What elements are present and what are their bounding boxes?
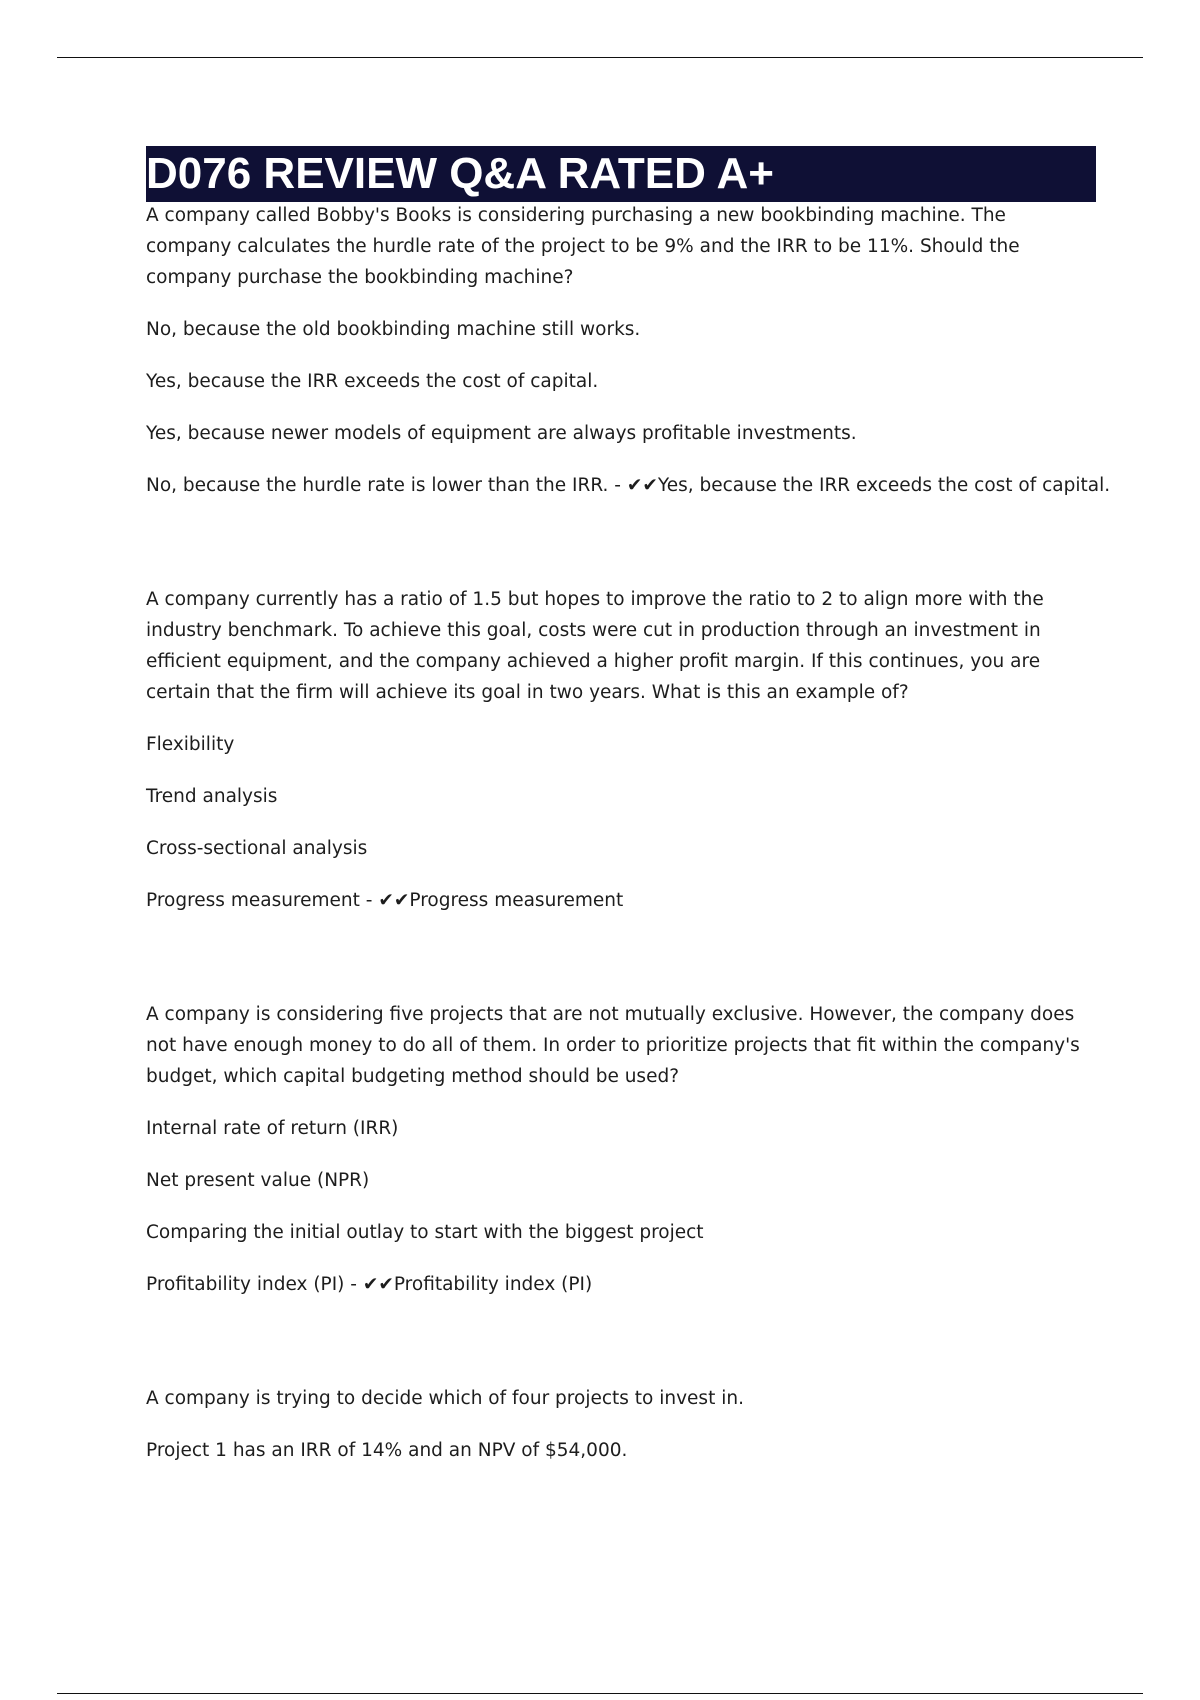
- correct-answer: Profitability index (PI): [393, 1274, 593, 1295]
- answer-option-text: Profitability index (PI) -: [146, 1274, 363, 1295]
- bottom-rule: [57, 1693, 1143, 1694]
- question-block-4: [146, 1383, 1096, 1466]
- answer-option: Yes, because the IRR exceeds the cost of capital.: [146, 371, 599, 392]
- title-banner: [146, 146, 1096, 202]
- question-prompt: A company is trying to decide which of four projects to invest in.: [146, 1388, 744, 1409]
- question-prompt: A company is considering five projects that are not mutually exclusive. However, the company does not have enough money to do all of them. In order to prioritize projects that fit within the company's budget, which capital budgeting method should be used?: [146, 1004, 1080, 1087]
- answer-option-with-key: [146, 1269, 1096, 1300]
- answer-option-with-key: [146, 470, 1111, 501]
- answer-option: Trend analysis: [146, 786, 278, 807]
- answer-option: Yes, because newer models of equipment are always profitable investments.: [146, 423, 857, 444]
- double-check-icon: ✔✔: [626, 475, 658, 496]
- question-block-2: [146, 584, 1096, 916]
- double-check-icon: ✔✔: [362, 1274, 394, 1295]
- top-rule: [57, 57, 1143, 58]
- answer-option: Cross-sectional analysis: [146, 838, 368, 859]
- document-title: D076 REVIEW Q&A RATED A+: [146, 149, 774, 198]
- answer-option: Net present value (NPR): [146, 1170, 370, 1191]
- document-body: [146, 146, 1111, 1466]
- question-block-3: [146, 999, 1096, 1300]
- correct-answer: Yes, because the IRR exceeds the cost of capital.: [657, 475, 1111, 496]
- correct-answer: Progress measurement: [409, 890, 624, 911]
- question-prompt: A company currently has a ratio of 1.5 but hopes to improve the ratio to 2 to align more with the industry benchmark. To achieve this goal, costs were cut in production through an investment in efficient equipment, and the company achieved a higher profit margin. If this continues, you are certain that the firm will achieve its goal in two years. What is this an example of?: [146, 589, 1044, 703]
- question-detail: Project 1 has an IRR of 14% and an NPV of $54,000.: [146, 1440, 628, 1461]
- double-check-icon: ✔✔: [378, 890, 410, 911]
- answer-option: Comparing the initial outlay to start with the biggest project: [146, 1222, 704, 1243]
- answer-option: No, because the old bookbinding machine still works.: [146, 319, 641, 340]
- answer-option: Flexibility: [146, 734, 235, 755]
- question-prompt: A company called Bobby's Books is considering purchasing a new bookbinding machine. The company calculates the hurdle rate of the project to be 9% and the IRR to be 11%. Should the company purchase the bookbinding machine?: [146, 205, 1020, 288]
- question-block-1: [146, 200, 1111, 501]
- answer-option-with-key: [146, 885, 1096, 916]
- answer-option-text: Progress measurement -: [146, 890, 379, 911]
- answer-option: Internal rate of return (IRR): [146, 1118, 399, 1139]
- answer-option-text: No, because the hurdle rate is lower than the IRR. -: [146, 475, 627, 496]
